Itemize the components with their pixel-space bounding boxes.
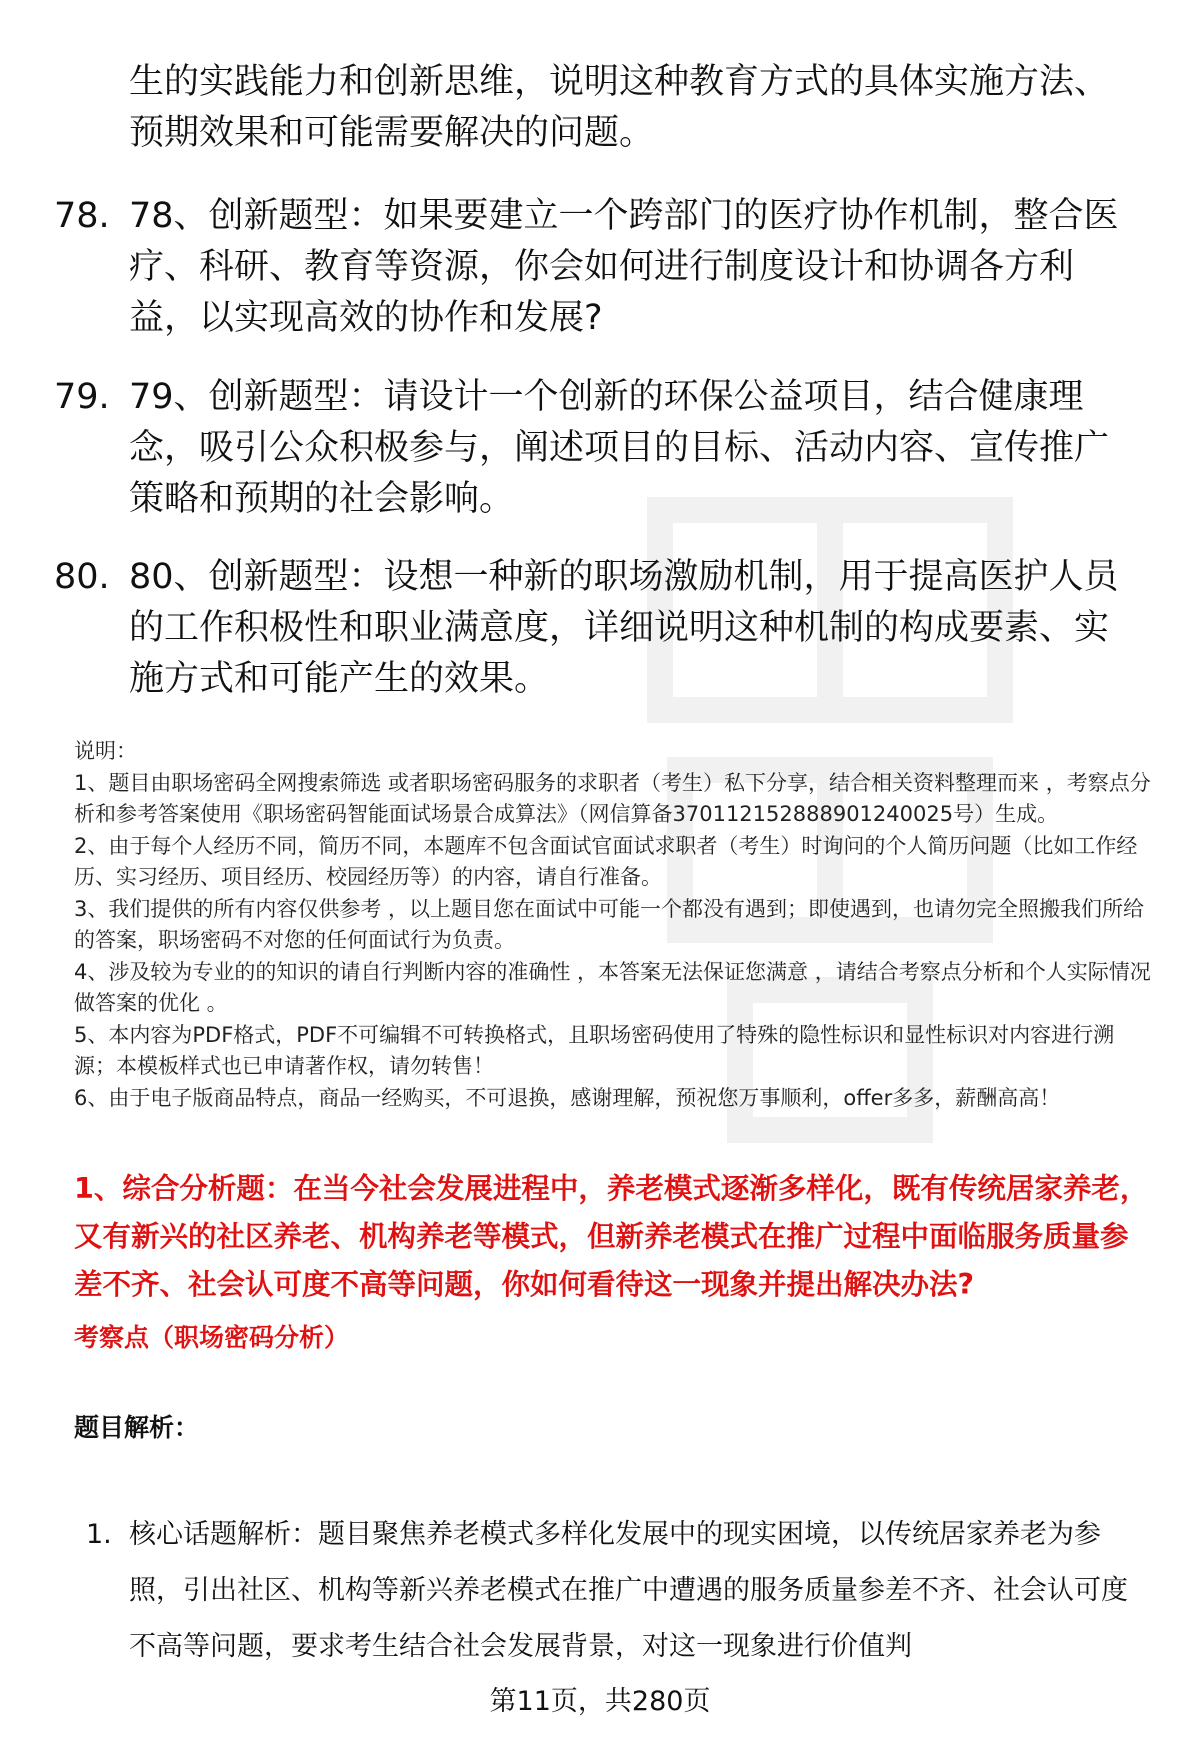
notes-section (74, 736, 1154, 1114)
question-text: 78、创新题型：如果要建立一个跨部门的医疗协作机制，整合医疗、科研、教育等资源，你会如何进行制度设计和协调各方利益，以实现高效的协作和发展? (129, 196, 1119, 338)
note-item: 2、由于每个人经历不同，简历不同，本题库不包含面试官面试求职者（考生）时询问的个人简历问题（比如工作经历、实习经历、项目经历、校园经历等）的内容，请自行准备。 (74, 833, 1138, 889)
note-item: 6、由于电子版商品特点，商品一经购买，不可退换，感谢理解，预祝您万事顺利，offer多多，薪酬高高！ (74, 1085, 1061, 1110)
page-footer: 第11页，共280页 (489, 1686, 711, 1717)
question-text: 生的实践能力和创新思维，说明这种教育方式的具体实施方法、预期效果和可能需要解决的问题。 (129, 62, 1110, 153)
question-number: 78. (54, 196, 110, 236)
analysis-item-text: 核心话题解析：题目聚焦养老模式多样化发展中的现实困境，以传统居家养老为参照，引出社区、机构等新兴养老模式在推广中遭遇的服务质量参差不齐、社会认可度不高等问题，要求考生结合社会发展背景，对这一现象进行价值判 (129, 1519, 1128, 1662)
question-number: 80. (54, 557, 110, 597)
main-question: 1、综合分析题：在当今社会发展进程中，养老模式逐渐多样化，既有传统居家养老，又有新兴的社区养老、机构养老等模式，但新养老模式在推广过程中面临服务质量参差不齐、社会认可度不高等问题，你如何看待这一现象并提出解决办法? (74, 1172, 1149, 1301)
exam-point-heading: 考察点（职场密码分析） (74, 1323, 350, 1352)
note-item: 1、题目由职场密码全网搜索筛选 或者职场密码服务的求职者（考生）私下分享，结合相关资料整理而来 ，考察点分析和参考答案使用《职场密码智能面试场景合成算法》（网信算备370112152888901240025号）生成。 (74, 770, 1151, 826)
notes-title: 说明： (74, 739, 137, 763)
note-item: 4、涉及较为专业的的知识的请自行判断内容的准确性 ，本答案无法保证您满意 ，请结合考察点分析和个人实际情况做答案的优化 。 (74, 959, 1151, 1015)
question-text: 79、创新题型：请设计一个创新的环保公益项目，结合健康理念，吸引公众积极参与，阐述项目的目标、活动内容、宣传推广策略和预期的社会影响。 (129, 377, 1110, 519)
note-item: 3、我们提供的所有内容仅供参考 ，以上题目您在面试中可能一个都没有遇到；即使遇到，也请勿完全照搬我们所给的答案，职场密码不对您的任何面试行为负责。 (74, 896, 1145, 952)
note-item: 5、本内容为PDF格式，PDF不可编辑不可转换格式，且职场密码使用了特殊的隐性标识和显性标识对内容进行溯源；本模板样式也已申请著作权，请勿转售！ (74, 1022, 1115, 1078)
analysis-heading: 题目解析： (74, 1413, 200, 1442)
question-number: 79. (54, 377, 110, 417)
analysis-item-number: 1. (86, 1519, 112, 1550)
question-text: 80、创新题型：设想一种新的职场激励机制，用于提高医护人员的工作积极性和职业满意度，详细说明这种机制的构成要素、实施方式和可能产生的效果。 (129, 557, 1119, 699)
